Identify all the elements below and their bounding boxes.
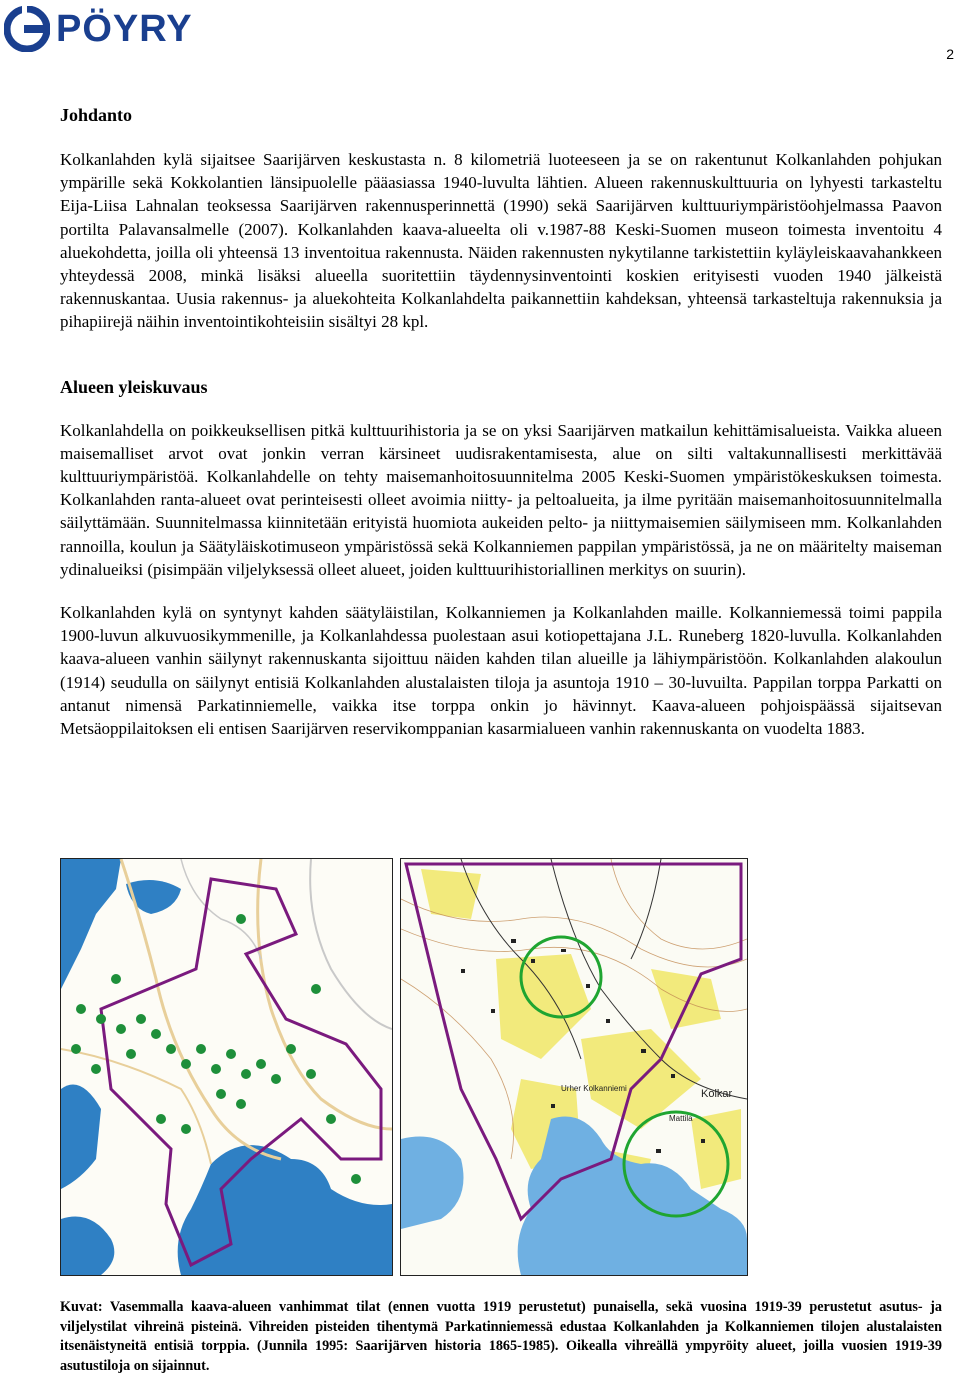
right-map-image <box>401 859 747 1275</box>
map-label-kolkanniemi: Urher Kolkanniemi <box>561 1084 627 1093</box>
paragraph: Kolkanlahden kylä sijaitsee Saarijärven keskustasta n. 8 kilometriä luoteeseen ja se on rakentunut Kolkanlahden pohjukan ympärille sekä Kokkolantien länsipuolelle pääasiassa 1940-luvulta lähtien. Alueen rakennuskulttuuria on lyhyesti tarkasteltu Eija-Liisa Lahnalan teoksessa Saarijärven rakennusperinnettä (1990) sekä Saarijärven kulttuuriympäristöohjelmassa Paavon portilta Palavansalmelle (2007). Kolkanlahden kaava-alueelta oli v.1987-88 Keski-Suomen museon toimesta inventoitu 4 aluekohdetta, joilla oli yhteensä 13 inventoitua rakennusta. Näiden rakennusten nykytilanne tarkistettiin kyläyleiskaavahankkeen yhteydessä 2008, minkä lisäksi alueella suoritettiin täydennysinventointi koskien erityisesti vuoden 1940 jälkeistä rakennuskantaa. Uusia rakennus- ja aluekohteita Kolkanlahdelta paikannettiin kahdeksan, yhteensä tarkasteltuja rakennuksia ja pihapiirejä näihin inventointikohteisiin sisältyi 28 kpl. <box>60 150 942 332</box>
figure-caption: Kuvat: Vasemmalla kaava-alueen vanhimmat tilat (ennen vuotta 1919 perustetut) punaisella, sekä vuosina 1919-39 perustetut asutus- ja viljelystilat vihreinä pisteinä. Vihreiden pisteiden tihentymä Parkatinniemessä edustaa Kolkanlahden ja Kolkanniemen tilojen alustalaisten itsenäistyneitä entisiä torppia. (Junnila 1995: Saarijärven historia 1865-1985). Oikealla vihreällä ympyröity alueet, joilla vuosien 1919-39 asutustiloja on sijainnut. <box>60 1299 942 1374</box>
left-map-figure <box>60 858 393 1276</box>
poyry-logo-icon <box>4 6 50 52</box>
paragraph: Kolkanlahden kylä on syntynyt kahden säätyläistilan, Kolkanniemen ja Kolkanlahden maille. Kolkanniemessä toimi pappila 1900-luvun alkuvuosikymmenille, ja Kolkanlahdessa puolestaan asui kotiopettajana J.L. Runeberg 1820-luvulla. Kolkanlahden kaava-alueen vanhin säilynyt rakennuskanta sijoittuu näiden kahden tilan alueille ja lähiympäristöön. Kolkanlahden alakoulun (1914) seudulla on säilynyt entisiä Kolkanlahden alustalaisten tiloja ja asuntoja 1910 – 30-luvuilta. Pappilan torppa Parkatti on antanut nimensä Parkatinniemelle, vaikka itse torppa onkin jo hävinnyt. Kaava-alueen pohjoispäässä sijaitsevan Metsäoppilaitoksen eli entisen Saarijärven reservikomppanian kasarmialueen vanhin rakennuskanta on vuodelta 1883. <box>60 603 942 739</box>
paragraph: Kolkanlahdella on poikkeuksellisen pitkä kulttuurihistoria ja se on yksi Saarijärven matkailun kehittämisalueista. Vaikka alueen maisemalliset arvot ovat jonkin verran kärsineet uudisrakentamisesta, alue on silti valtakunnallisesti merkittävää kulttuuriympäristöä. Kolkanlahdelle on tehty maisemanhoitosuunnitelma 2005 Keski-Suomen ympäristökeskuksen toimesta. Kolkanlahden ranta-alueet ovat perinteisesti olleet avoimia niitty- ja peltoalueita, ja ilme pyritään maisemanhoitosuunnitelmalla säilyttämään. Suunnitelmassa kiinnitetään erityistä huomiota aukeiden pelto- ja niittymaisemien säilymiseen mm. Kolkanlahden rannoilla, koulun ja Säätyläiskotimuseon ympäristössä sekä Kolkanniemen pappilan ympäristössä, ja ne on määritelty maiseman ydinalueiksi (pisimpään viljelyksessä olleet alueet, joiden kulttuurihistoriallinen merkitys on suurin). <box>60 420 942 579</box>
figures <box>60 858 750 1278</box>
page-number: 2 <box>946 46 954 62</box>
poyry-logo <box>4 6 193 52</box>
left-map-image <box>61 859 392 1275</box>
logo-text: PÖYRY <box>56 8 193 50</box>
document-body <box>60 102 942 740</box>
section-heading: Johdanto <box>60 105 133 125</box>
right-map-figure <box>400 858 748 1276</box>
map-label-mattila: Mattila <box>669 1114 693 1123</box>
section-heading: Alueen yleiskuvaus <box>60 376 208 397</box>
map-label-kolkar: Kolkar <box>701 1088 733 1100</box>
